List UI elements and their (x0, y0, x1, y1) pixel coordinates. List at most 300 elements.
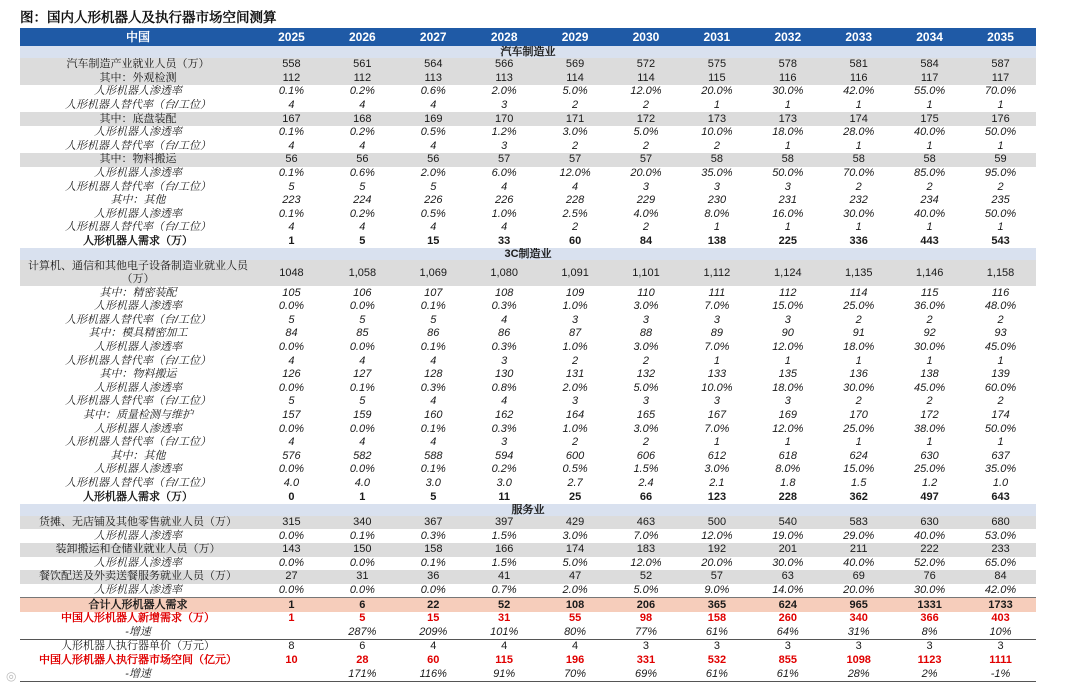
value-cell: 7.0% (704, 300, 730, 313)
value-cell: 2 (572, 354, 579, 367)
header-cell: 2034 (894, 28, 965, 46)
value-cell: 231 (778, 194, 797, 207)
value-cell: 4 (501, 640, 508, 653)
value-cell: 116 (752, 72, 823, 86)
value-cell: 366 (920, 612, 939, 625)
value-cell: 637 (991, 449, 1010, 462)
value-cell: 123 (707, 490, 727, 503)
value-cell: 1048 (256, 260, 327, 286)
value-cell: 228 (565, 194, 585, 207)
value-cell: 107 (424, 286, 443, 299)
value-cell: 115 (495, 654, 514, 667)
section-title: 汽车制造业 (20, 46, 1036, 58)
value-cell: 0.2% (349, 126, 375, 139)
value-cell: 228 (778, 490, 797, 503)
value-cell: 588 (424, 449, 443, 462)
value-cell: 132 (636, 368, 656, 381)
value-cell: 50.0% (984, 207, 1017, 220)
value-cell: 86 (427, 327, 440, 340)
value-cell: 1 (855, 139, 862, 152)
value-cell: 38.0% (914, 422, 946, 435)
value-cell: 10 (285, 654, 298, 667)
value-cell: 1 (926, 99, 933, 112)
value-cell: 3 (572, 395, 579, 408)
value-cell: 50.0% (984, 422, 1017, 435)
value-cell: 136 (849, 368, 868, 381)
value-cell: 40.0% (914, 126, 946, 139)
value-cell: 0.2% (349, 207, 375, 220)
value-cell: 15 (427, 612, 440, 625)
value-cell: 1733 (965, 598, 1036, 612)
value-cell: 235 (991, 194, 1010, 207)
value-cell: 9.0% (704, 584, 730, 597)
value-cell: 5 (430, 313, 437, 326)
table-row (20, 654, 1036, 668)
value-cell: 558 (256, 58, 327, 72)
value-cell: 170 (469, 112, 540, 126)
watermark-logo: ◎ (6, 669, 17, 683)
value-cell: 15.0% (843, 463, 875, 476)
value-cell: 69 (823, 570, 894, 584)
value-cell: 340 (327, 516, 398, 530)
value-cell: 4 (288, 99, 295, 112)
value-cell: 58 (823, 153, 894, 167)
value-cell: 110 (637, 286, 655, 299)
row-label: 其中：底盘装配 (20, 112, 256, 126)
table-row (20, 557, 1036, 571)
value-cell: 52 (469, 598, 540, 612)
value-cell: 0.1% (349, 381, 375, 394)
value-cell: 159 (353, 408, 372, 421)
value-cell: 429 (540, 516, 611, 530)
value-cell: 206 (611, 598, 682, 612)
row-label: 其中：物料搬运 (20, 153, 256, 167)
value-cell: 8% (894, 626, 965, 640)
header-cell: 2026 (327, 28, 398, 46)
value-cell: 1 (784, 436, 791, 449)
value-cell: 1.8 (780, 476, 796, 489)
value-cell: 5.0% (633, 126, 659, 139)
value-cell: 4 (288, 354, 295, 367)
value-cell: 2.0% (562, 381, 588, 394)
value-cell: 1.5 (851, 476, 867, 489)
value-cell: 587 (965, 58, 1036, 72)
value-cell: 232 (849, 194, 868, 207)
value-cell: 5 (288, 180, 295, 193)
table-row (20, 543, 1036, 557)
value-cell: 42.0% (984, 584, 1017, 597)
value-cell: 594 (494, 449, 514, 462)
row-label: 装卸搬运和仓储业就业人员（万） (20, 543, 256, 557)
row-label: 中国人形机器人新增需求（万） (61, 612, 215, 625)
table-row (20, 180, 1036, 194)
value-cell: 225 (778, 235, 797, 248)
value-cell: 114 (849, 286, 868, 299)
value-cell: 35.0% (984, 463, 1017, 476)
value-cell: 3 (501, 354, 508, 367)
value-cell: 540 (752, 516, 823, 530)
value-cell: 2 (642, 354, 650, 367)
value-cell: 1331 (894, 598, 965, 612)
value-cell: 52 (611, 570, 682, 584)
value-cell: 57 (469, 153, 540, 167)
value-cell: 157 (282, 408, 301, 421)
table-row (20, 167, 1036, 181)
value-cell: 150 (327, 543, 398, 557)
value-cell: 0.1% (420, 556, 446, 569)
value-cell: 57 (540, 153, 611, 167)
value-cell: 336 (849, 235, 868, 248)
value-cell: 131 (565, 368, 585, 381)
value-cell: 57 (611, 153, 682, 167)
value-cell: 0.7% (491, 584, 517, 597)
value-cell: 60 (568, 235, 582, 248)
value-cell: 0.1% (420, 340, 446, 353)
row-label: 人形机器人替代率（台/工位） (64, 99, 212, 112)
value-cell: 1,146 (894, 260, 965, 286)
row-label: 人形机器人替代率（台/工位） (64, 395, 212, 408)
value-cell: 176 (965, 112, 1036, 126)
value-cell: 108 (540, 598, 611, 612)
row-label: 其中：精密装配 (99, 286, 177, 299)
value-cell: 25.0% (914, 463, 946, 476)
value-cell: 11 (498, 490, 510, 503)
value-cell: 63 (752, 570, 823, 584)
value-cell: 0.0% (278, 584, 304, 597)
value-cell: 56 (327, 153, 398, 167)
value-cell: 192 (681, 543, 752, 557)
value-cell: 168 (327, 112, 398, 126)
value-cell: 61% (681, 667, 752, 681)
value-cell: 4 (501, 180, 508, 193)
value-cell: 70.0% (984, 85, 1017, 98)
value-cell: 115 (681, 72, 752, 86)
value-cell: 28% (823, 667, 894, 681)
header-cell: 2035 (965, 28, 1036, 46)
value-cell: 3 (997, 640, 1004, 653)
value-cell: 2 (572, 221, 579, 234)
value-cell: 1098 (846, 654, 871, 667)
value-cell: 2 (855, 180, 862, 193)
value-cell: 89 (710, 327, 724, 340)
header-cell: 2032 (752, 28, 823, 46)
value-cell: 31 (498, 612, 511, 625)
value-cell: 1,091 (540, 260, 611, 286)
value-cell: 3 (784, 395, 791, 408)
value-cell: 171% (327, 667, 398, 681)
value-cell: 600 (565, 449, 585, 462)
value-cell: 5 (359, 395, 366, 408)
row-label: 其中：其他 (110, 449, 166, 462)
value-cell: 2 (926, 313, 933, 326)
header-cell: 2025 (256, 28, 327, 46)
row-label: 人形机器人渗透率 (94, 207, 182, 220)
value-cell: 233 (965, 543, 1036, 557)
value-cell: 1 (926, 436, 933, 449)
value-cell: 1 (784, 354, 791, 367)
row-label: -增速 (20, 667, 256, 681)
value-cell: 116 (991, 286, 1010, 299)
value-cell: 0.0% (420, 584, 446, 597)
value-cell: 36.0% (914, 300, 946, 313)
value-cell: 18.0% (772, 126, 804, 139)
value-cell: 3 (713, 395, 720, 408)
value-cell: 2.0% (562, 584, 588, 597)
value-cell: 1,124 (752, 260, 823, 286)
value-cell: 175 (894, 112, 965, 126)
value-cell: 4 (359, 354, 366, 367)
value-cell: 92 (923, 327, 936, 340)
value-cell: 170 (849, 408, 868, 421)
value-cell: 3.0% (633, 422, 659, 435)
value-cell: 166 (469, 543, 540, 557)
value-cell: 965 (823, 598, 894, 612)
value-cell: 4 (501, 313, 508, 326)
row-label: 其中：模具精密加工 (88, 327, 188, 340)
value-cell: 139 (991, 368, 1010, 381)
value-cell: 138 (920, 368, 939, 381)
value-cell: 42.0% (843, 85, 875, 98)
value-cell: 0.1% (278, 167, 304, 180)
value-cell: 109 (565, 286, 585, 299)
table-row (20, 153, 1036, 167)
value-cell: 70% (540, 667, 611, 681)
value-cell: 12.0% (630, 85, 662, 98)
value-cell: 2 (572, 436, 579, 449)
value-cell: 1.0% (562, 340, 588, 353)
value-cell: 3.0 (496, 476, 512, 489)
value-cell: 117 (894, 72, 965, 86)
value-cell: 14.0% (772, 584, 804, 597)
value-cell: 91 (852, 327, 865, 340)
value-cell: 174 (991, 408, 1010, 421)
value-cell: 112 (327, 72, 398, 86)
value-cell: 2 (642, 221, 650, 234)
value-cell: 106 (353, 286, 372, 299)
value-cell: 0.5% (562, 463, 588, 476)
value-cell: 173 (681, 112, 752, 126)
value-cell: 18.0% (843, 340, 875, 353)
value-cell: 209% (398, 626, 469, 640)
value-cell: 561 (327, 58, 398, 72)
section-title: 服务业 (20, 504, 1036, 516)
row-label: 人形机器人需求（万） (83, 235, 193, 248)
row-label: 人形机器人渗透率 (94, 463, 182, 476)
value-cell: 287% (327, 626, 398, 640)
value-cell: 0.1% (278, 126, 304, 139)
value-cell: 69% (611, 667, 682, 681)
value-cell: 4 (430, 436, 437, 449)
value-cell: 581 (823, 58, 894, 72)
value-cell: 618 (778, 449, 797, 462)
value-cell: 3 (926, 640, 933, 653)
table-row (20, 112, 1036, 126)
value-cell: 18.0% (772, 381, 804, 394)
figure-caption: 图：国内人形机器人及执行器市场空间测算 (20, 10, 277, 25)
value-cell: 6 (359, 640, 366, 653)
value-cell: 169 (398, 112, 469, 126)
row-label: 人形机器人渗透率 (94, 85, 182, 98)
value-cell: 680 (965, 516, 1036, 530)
value-cell: 174 (823, 112, 894, 126)
value-cell: 30.0% (772, 85, 804, 98)
row-label: 货摊、无店铺及其他零售就业人员（万） (20, 516, 256, 530)
value-cell: 114 (540, 72, 611, 86)
value-cell: 4 (430, 354, 437, 367)
value-cell: 117 (965, 72, 1036, 86)
value-cell: 5 (359, 180, 366, 193)
value-cell: 0.1% (420, 422, 446, 435)
value-cell: 3 (642, 640, 650, 653)
value-cell: 158 (707, 612, 727, 625)
row-label: 其中：物料搬运 (99, 368, 177, 381)
value-cell: 4.0 (283, 476, 300, 489)
value-cell: 3.0% (562, 529, 588, 542)
value-cell: 95.0% (984, 167, 1017, 180)
value-cell: 3 (501, 99, 508, 112)
value-cell: 84 (285, 327, 298, 340)
value-cell: 855 (778, 654, 797, 667)
value-cell: 3.0% (562, 126, 588, 139)
value-cell: 2 (572, 99, 579, 112)
table-row (20, 449, 1036, 463)
row-label: 人形机器人渗透率 (94, 529, 182, 542)
table-body (20, 46, 1036, 681)
value-cell: 2 (997, 395, 1004, 408)
value-cell: 1,135 (823, 260, 894, 286)
table-row (20, 58, 1036, 72)
value-cell: 2 (997, 180, 1004, 193)
row-label: 人形机器人渗透率 (94, 381, 182, 394)
header-cell: 2030 (611, 28, 682, 46)
value-cell: 167 (707, 408, 727, 421)
value-cell (256, 626, 327, 640)
value-cell: 174 (540, 543, 611, 557)
value-cell: 1 (926, 221, 933, 234)
value-cell: 133 (707, 368, 727, 381)
value-cell: 56 (256, 153, 327, 167)
value-cell: 3 (784, 313, 791, 326)
row-label: -增速 (20, 626, 256, 640)
value-cell: 116% (398, 667, 469, 681)
section-title: 3C制造业 (20, 248, 1036, 260)
value-cell: 1123 (917, 654, 942, 667)
value-cell: 226 (424, 194, 443, 207)
value-cell: 58 (752, 153, 823, 167)
value-cell: 643 (991, 490, 1010, 503)
value-cell: 57 (681, 570, 752, 584)
value-cell: 624 (849, 449, 868, 462)
value-cell: 1 (713, 354, 720, 367)
value-cell: 138 (707, 235, 727, 248)
value-cell: 45.0% (914, 381, 946, 394)
value-cell: 4 (430, 395, 437, 408)
value-cell: 578 (752, 58, 823, 72)
value-cell: 1.2 (921, 476, 938, 489)
value-cell: 30.0% (914, 584, 946, 597)
value-cell: 3 (642, 395, 650, 408)
row-label: 人形机器人替代率（台/工位） (64, 436, 212, 449)
value-cell: 76 (894, 570, 965, 584)
value-cell: 12.0% (772, 422, 804, 435)
value-cell: 4 (501, 221, 508, 234)
table-row (20, 667, 1036, 681)
value-cell: 127 (353, 368, 372, 381)
value-cell: 27 (256, 570, 327, 584)
value-cell: 1 (855, 221, 862, 234)
value-cell: 171 (540, 112, 611, 126)
row-label: 人形机器人渗透率 (94, 167, 182, 180)
value-cell: 169 (778, 408, 797, 421)
value-cell: 1 (784, 139, 791, 152)
value-cell: 331 (636, 654, 656, 667)
value-cell: 29.0% (843, 529, 875, 542)
value-cell: 113 (469, 72, 540, 86)
value-cell: 56 (398, 153, 469, 167)
table-row (20, 235, 1036, 249)
value-cell: 4 (288, 436, 295, 449)
table-row (20, 395, 1036, 409)
value-cell: 70.0% (843, 167, 875, 180)
value-cell: 172 (920, 408, 939, 421)
value-cell: 1,101 (611, 260, 682, 286)
value-cell: 0.0% (349, 340, 375, 353)
table-row (20, 85, 1036, 99)
value-cell: 105 (282, 286, 301, 299)
value-cell: 25.0% (843, 300, 875, 313)
value-cell: 53.0% (984, 529, 1017, 542)
value-cell: 624 (752, 598, 823, 612)
value-cell: 40.0% (843, 556, 875, 569)
value-cell: 20.0% (843, 584, 875, 597)
value-cell: 463 (611, 516, 682, 530)
row-label: 其中：外观检测 (20, 72, 256, 86)
value-cell: 3 (855, 640, 862, 653)
row-label: 人形机器人渗透率 (94, 422, 182, 435)
table-row (20, 477, 1036, 491)
value-cell: 20.0% (630, 167, 662, 180)
value-cell: 59 (965, 153, 1036, 167)
table-row (20, 140, 1036, 154)
value-cell: 443 (920, 235, 939, 248)
value-cell: 88 (639, 327, 653, 340)
row-label: 人形机器人替代率（台/工位） (64, 354, 212, 367)
value-cell: 0.3% (491, 340, 517, 353)
row-label: 人形机器人替代率（台/工位） (64, 476, 212, 489)
value-cell: 58 (681, 153, 752, 167)
header-cell: 2028 (469, 28, 540, 46)
value-cell: 85 (356, 327, 369, 340)
value-cell: 10% (965, 626, 1036, 640)
value-cell: 10.0% (701, 381, 733, 394)
value-cell: 1 (855, 354, 862, 367)
value-cell: 4 (430, 221, 437, 234)
value-cell: 30.0% (914, 340, 946, 353)
row-label: 合计人形机器人需求 (20, 598, 256, 612)
value-cell: 0.1% (420, 300, 446, 313)
value-cell: 2 (926, 180, 933, 193)
row-label: 中国人形机器人执行器市场空间（亿元） (39, 654, 237, 667)
value-cell: 5 (430, 180, 437, 193)
value-cell: 4 (288, 139, 295, 152)
table-row (20, 381, 1036, 395)
value-cell: 84 (965, 570, 1036, 584)
row-label: 人形机器人替代率（台/工位） (64, 139, 212, 152)
value-cell: 564 (398, 58, 469, 72)
value-cell: 3.0 (425, 476, 441, 489)
row-label: 人形机器人渗透率 (94, 126, 182, 139)
value-cell: 162 (494, 408, 514, 421)
